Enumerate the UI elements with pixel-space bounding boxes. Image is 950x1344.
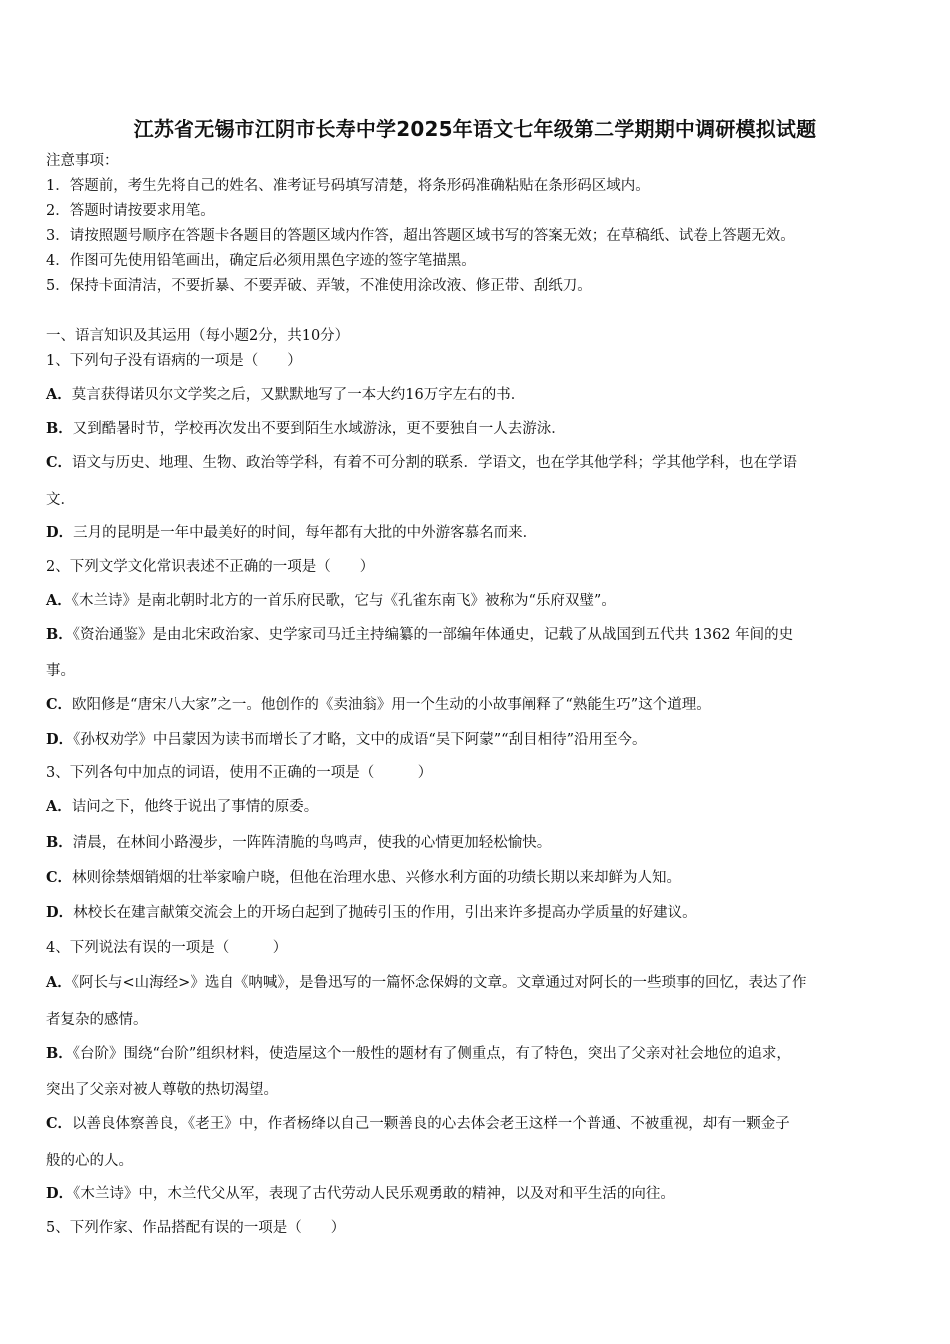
option-text: 以善良体察善良，《老王》中，作者杨绛以自己一颗善良的心去体会老王这样一个普通、不被重视，却有一颗金子 xyxy=(72,1116,790,1132)
option-text: 《台阶》围绕“台阶”组织材料，使造屋这个一般性的题材有了侧重点，有了特色，突出了父亲对社会地位的追求， xyxy=(72,1046,791,1062)
option-b xyxy=(46,625,793,645)
notice-item: 4．作图可先使用铅笔画出，确定后必须用黑色字迹的签字笔描黑。 xyxy=(46,253,476,269)
option-text: 林校长在建言献策交流会上的开场白起到了抛砖引玉的作用，引出来许多提高办学质量的好建议。 xyxy=(73,905,697,921)
option-text: 欧阳修是“唐宋八大家”之一。他创作的《卖油翁》用一个生动的小故事阐释了“熟能生巧”这个道理。 xyxy=(72,697,711,713)
notice-item: 5．保持卡面清洁，不要折暴、不要弄破、弄皱，不准使用涂改液、修正带、刮纸刀。 xyxy=(46,278,592,294)
option-label: A． xyxy=(46,592,72,609)
option-d xyxy=(46,523,537,543)
option-c xyxy=(46,1114,790,1134)
option-b xyxy=(46,833,551,853)
question-stem: 3、下列各句中加点的词语，使用不正确的一项是（ ） xyxy=(46,765,433,781)
option-text: 林则徐禁烟销烟的壮举家喻户晓，但他在治理水患、兴修水利方面的功绩长期以来却鲜为人知。 xyxy=(72,870,682,886)
option-label: C． xyxy=(46,696,73,713)
option-b xyxy=(46,419,566,439)
option-c xyxy=(46,695,711,715)
option-label: D． xyxy=(46,731,74,748)
option-text: 语文与历史、地理、生物、政治等学科，有着不可分割的联系．学语文，也在学其他学科；学其他学科，也在学语 xyxy=(72,455,798,471)
option-label: D． xyxy=(46,904,74,921)
option-text: 《资治通鉴》是由北宋政治家、史学家司马迁主持编纂的一部编年体通史，记载了从战国到五代共 1362 年间的史 xyxy=(72,627,794,643)
option-text: 又到酷暑时节，学校再次发出不要到陌生水域游泳，更不要独自一人去游泳． xyxy=(72,421,566,437)
page-title: 江苏省无锡市江阴市长寿中学2025年语文七年级第二学期期中调研模拟试题 xyxy=(133,117,817,141)
question-stem: 4、下列说法有误的一项是（ ） xyxy=(46,940,288,956)
option-continuation: 般的心的人。 xyxy=(46,1153,133,1169)
option-label: C． xyxy=(46,869,73,886)
option-text: 《木兰诗》是南北朝时北方的一首乐府民歌，它与《孔雀东南飞》被称为“乐府双璧”。 xyxy=(71,593,616,609)
option-a xyxy=(46,973,807,993)
option-a xyxy=(46,385,525,405)
option-continuation: 文． xyxy=(46,492,75,508)
notice-heading: 注意事项： xyxy=(46,153,119,169)
option-c xyxy=(46,453,797,473)
option-text: 《木兰诗》中，木兰代父从军，表现了古代劳动人民乐观勇敢的精神，以及对和平生活的向往。 xyxy=(73,1186,675,1202)
option-a xyxy=(46,797,318,817)
question-stem: 5、下列作家、作品搭配有误的一项是（ ） xyxy=(46,1220,346,1236)
option-text: 三月的昆明是一年中最美好的时间，每年都有大批的中外游客慕名而来． xyxy=(73,525,538,541)
option-c xyxy=(46,868,681,888)
option-text: 清晨，在林间小路漫步，一阵阵清脆的鸟鸣声，使我的心情更加轻松愉快。 xyxy=(72,835,552,851)
notice-item: 2．答题时请按要求用笔。 xyxy=(46,203,215,219)
section-heading: 一、语言知识及其运用（每小题2分，共10分） xyxy=(46,328,350,344)
option-d xyxy=(46,903,697,923)
option-label: B． xyxy=(46,420,73,437)
option-label: C． xyxy=(46,454,73,471)
option-continuation: 者复杂的感情。 xyxy=(46,1012,148,1028)
option-label: A． xyxy=(46,974,72,991)
option-label: C． xyxy=(46,1115,73,1132)
option-label: A． xyxy=(46,798,72,815)
option-d xyxy=(46,1184,675,1204)
option-continuation: 事。 xyxy=(46,663,75,679)
option-text: 诘问之下，他终于说出了事情的原委。 xyxy=(71,799,319,815)
option-a xyxy=(46,591,616,611)
option-d xyxy=(46,730,646,750)
option-label: D． xyxy=(46,524,74,541)
notice-item: 3．请按照题号顺序在答题卡各题目的答题区域内作答，超出答题区域书写的答案无效；在草稿纸、试卷上答题无效。 xyxy=(46,228,795,244)
option-continuation: 突出了父亲对被人尊敬的热切渴望。 xyxy=(46,1082,278,1098)
option-b xyxy=(46,1044,791,1064)
option-label: B． xyxy=(46,626,73,643)
option-label: D． xyxy=(46,1185,74,1202)
option-text: 《孙权劝学》中吕蒙因为读书而增长了才略，文中的成语“吴下阿蒙”“刮目相待”沿用至今。 xyxy=(73,732,647,748)
question-stem: 1、下列句子没有语病的一项是（ ） xyxy=(46,353,302,369)
option-text: 莫言获得诺贝尔文学奖之后，又默默地写了一本大约16万字左右的书． xyxy=(71,387,526,403)
question-stem: 2、下列文学文化常识表述不正确的一项是（ ） xyxy=(46,559,375,575)
option-label: A． xyxy=(46,386,72,403)
option-label: B． xyxy=(46,834,73,851)
option-text: 《阿长与<山海经>》选自《呐喊》，是鲁迅写的一篇怀念保姆的文章。文章通过对阿长的一些琐事的回忆，表达了作 xyxy=(71,975,807,991)
option-label: B． xyxy=(46,1045,73,1062)
notice-item: 1．答题前，考生先将自己的姓名、准考证号码填写清楚，将条形码准确粘贴在条形码区域内。 xyxy=(46,178,650,194)
